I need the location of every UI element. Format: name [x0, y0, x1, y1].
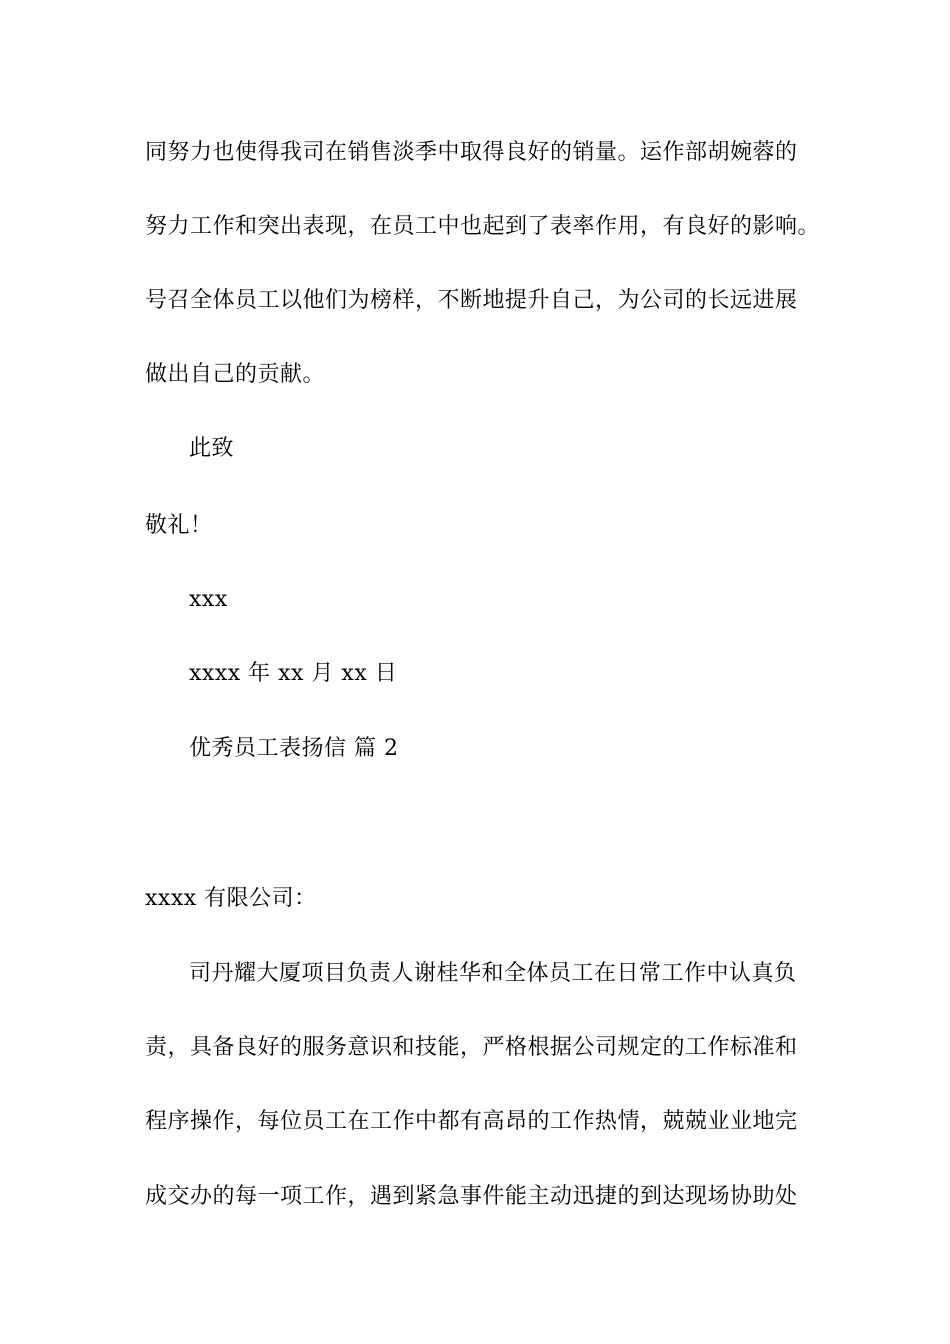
signature-date: xxxx 年 xx 月 xx 日 [189, 661, 398, 686]
paragraph-line: 做出自己的贡献。 [145, 362, 326, 387]
paragraph-line: 程序操作，每位员工在工作中都有高昂的工作热情，兢兢业业地完 [145, 1109, 798, 1134]
closing-salutation: 此致 [189, 436, 235, 461]
paragraph-line: 司丹耀大厦项目负责人谢桂华和全体员工在日常工作中认真负 [189, 961, 797, 986]
paragraph-line: 责，具备良好的服务意识和技能，严格根据公司规定的工作标准和 [145, 1035, 798, 1060]
paragraph-line: 努力工作和突出表现，在员工中也起到了表率作用，有良好的影响。 [145, 214, 821, 239]
closing-regards: 敬礼！ [145, 513, 213, 538]
signature-name: xxx [189, 587, 228, 612]
paragraph-line: 成交办的每一项工作，遇到紧急事件能主动迅捷的到达现场协助处 [145, 1184, 798, 1209]
paragraph-line: 号召全体员工以他们为榜样，不断地提升自己，为公司的长远进展 [145, 288, 798, 313]
section-title: 优秀员工表扬信 篇 2 [189, 736, 399, 761]
paragraph-line: 同努力也使得我司在销售淡季中取得良好的销量。运作部胡婉蓉的 [145, 140, 798, 165]
recipient-company: xxxx 有限公司： [145, 886, 317, 911]
